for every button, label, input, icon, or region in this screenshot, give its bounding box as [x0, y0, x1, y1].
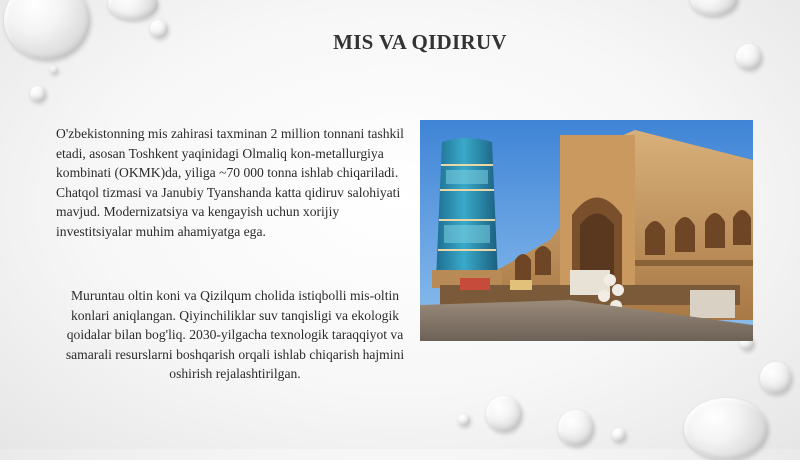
kalta-minor-photo — [420, 120, 753, 341]
water-droplet — [612, 428, 626, 442]
minaret — [436, 138, 498, 280]
water-droplet — [736, 44, 762, 70]
water-droplet — [4, 0, 90, 60]
water-droplet — [50, 66, 58, 74]
water-droplet — [558, 410, 594, 446]
water-droplet — [108, 0, 158, 20]
water-droplet — [486, 396, 522, 432]
body-paragraph-2: Muruntau oltin koni va Qizilqum cholida istiqbolli mis-oltin konlari aniqlangan. Qiyinchiliklar suv tanqisligi va ekologik qoidalar bilan bog'liq. 2030-yilgacha texnologik taraqqiyot va samarali resurslarni boshqarish orqali ishlab chiqarish hajmini oshirish rejalashtirilgan. — [65, 288, 405, 381]
body-paragraph-1: O'zbekistonning mis zahirasi taxminan 2 million tonnani tashkil etadi, asosan Toshkent yaqinidagi Olmaliq kon-metallurgiya kombinati (OKMK)da, yiliga ~70 000 tonna ishlab chiqariladi. Chatqol tizmasi va Janubiy Tyanshanda katta qidiruv salohiyati mavjud. Modernizatsiya va kengayish uchun xorijiy investitsiyalar muhim ahamiyatga ega. — [56, 126, 404, 239]
water-droplet — [684, 398, 768, 460]
slide-title: MIS VA QIDIRUV — [333, 30, 507, 54]
water-droplet — [458, 414, 470, 426]
water-droplet — [690, 0, 738, 16]
water-droplet — [760, 362, 792, 394]
water-droplet — [30, 86, 46, 102]
water-droplet — [150, 20, 168, 38]
